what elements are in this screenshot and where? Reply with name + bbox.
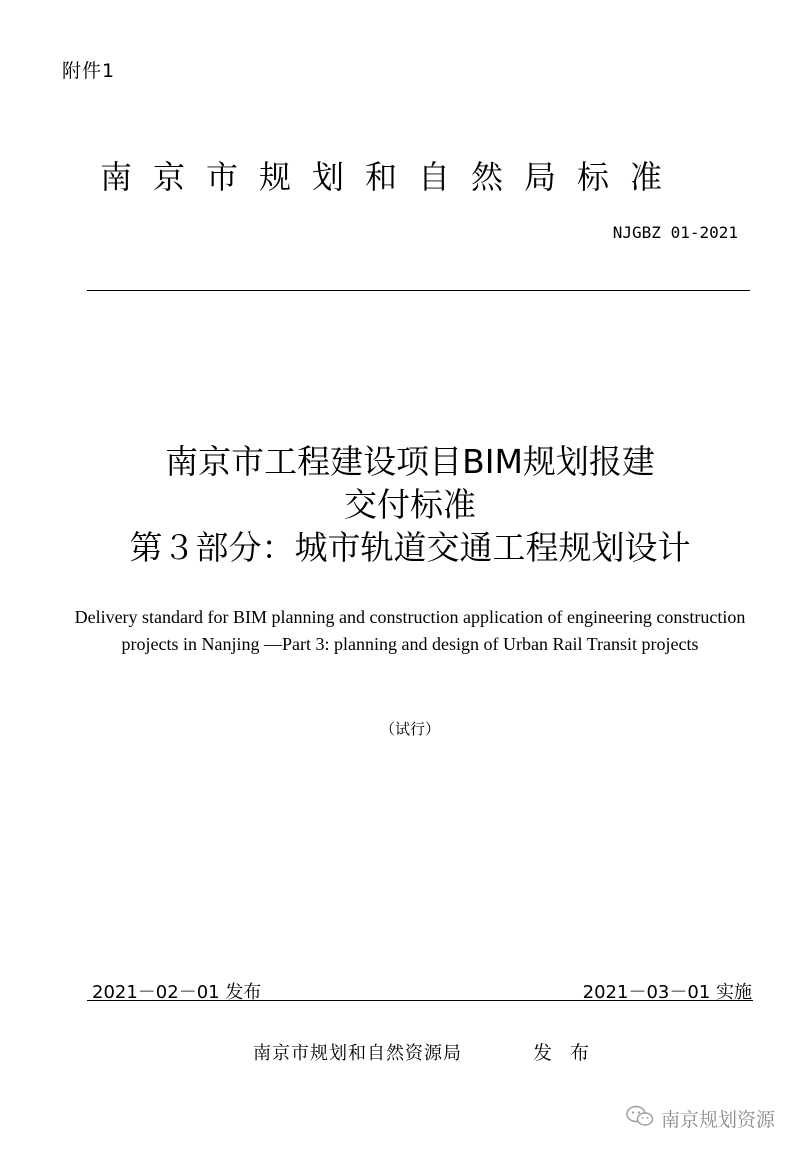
english-title: Delivery standard for BIM planning and construction application of engineering construction projects in Nanjing —Part 3: planning and design of Urban Rail Transit projects [74, 607, 746, 654]
trial-note: （试行） [379, 720, 440, 738]
watermark-text: 南京规划资源 [661, 1108, 776, 1131]
title-line-3: 第３部分：城市轨道交通工程规划设计 [129, 528, 691, 567]
issue-date: 2021－02－01 发布 [92, 982, 262, 1003]
implementation-date: 2021－03－01 实施 [582, 982, 752, 1003]
title-line-1: 南京市工程建设项目BIM规划报建 [165, 442, 655, 481]
standard-number: NJGBZ 01-2021 [612, 223, 738, 242]
org-standard-heading: 南京市规划和自然局标准 [100, 158, 684, 196]
top-rule [87, 290, 750, 291]
title-line-2: 交付标准 [344, 485, 476, 524]
bottom-rule [87, 1000, 753, 1001]
watermark [625, 1104, 775, 1132]
wechat-icon [625, 1104, 655, 1132]
annex-label: 附件1 [62, 60, 116, 82]
publish-verb: 发 布 [533, 1042, 596, 1064]
publisher: 南京市规划和自然资源局 [253, 1043, 462, 1064]
document-title [60, 440, 760, 569]
